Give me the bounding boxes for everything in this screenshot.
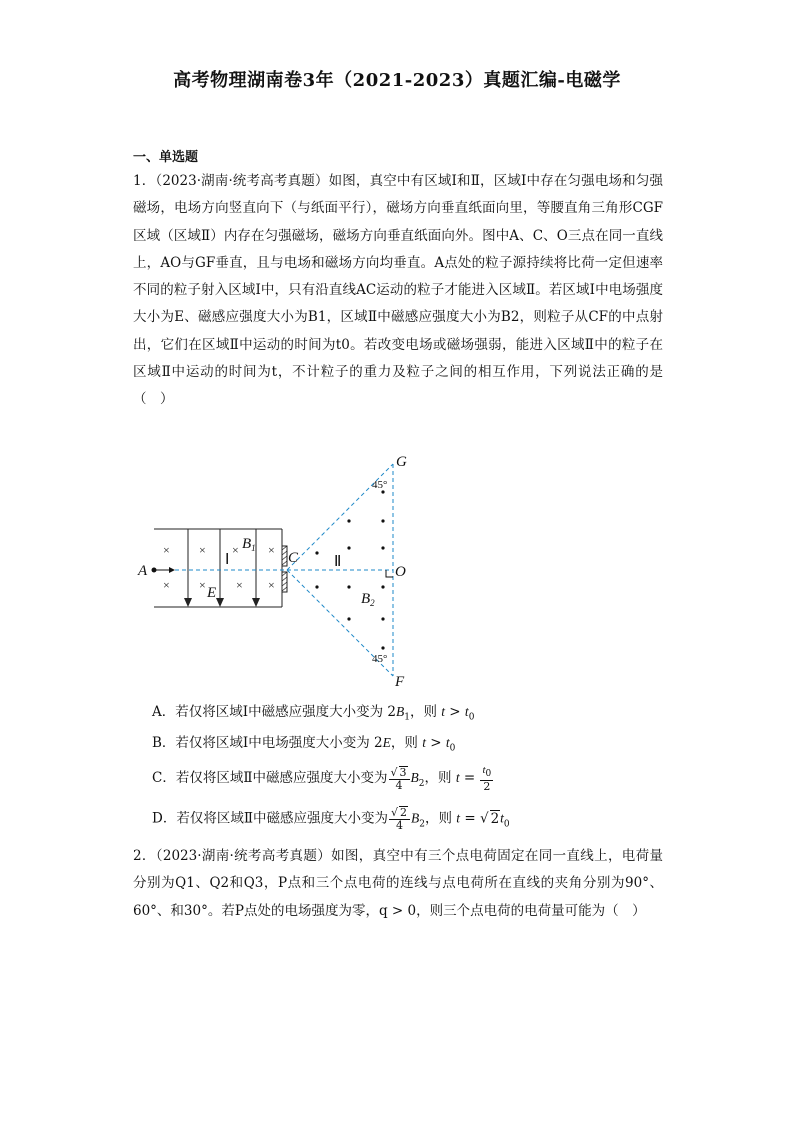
label-F: F <box>395 674 405 690</box>
label-region1: Ⅰ <box>225 552 230 568</box>
question-1-source: （2023·湖南·统考高考真题） <box>155 173 329 189</box>
question-2-text: 如图，真空中有三个点电荷固定在同一直线上，电荷量分别为Q1、Q2和Q3，P点和三个点电荷的连线与点电荷所在直线的夹角分别为90°、60°、和30°。若P点处的电场强度为零，q > 0，则三个点电荷的电荷量可能为（ ） <box>133 848 663 919</box>
label-G: G <box>396 454 407 470</box>
label-O: O <box>395 564 406 580</box>
question-2-number: 2． <box>133 848 156 864</box>
label-B1: $B_1$ <box>242 536 256 553</box>
electric-field-lines <box>188 529 282 607</box>
cross: × <box>199 578 206 592</box>
question-1 <box>133 168 663 414</box>
angle-label-bottom: 45° <box>372 653 388 665</box>
cross: × <box>232 543 239 557</box>
cross: × <box>163 578 170 592</box>
cross: × <box>163 543 170 557</box>
cross: × <box>236 578 243 592</box>
question-1-number: 1． <box>133 173 156 189</box>
label-region2: Ⅱ <box>334 554 342 570</box>
option-b[interactable]: B．若仅将区域Ⅰ中电场强度大小变为 2E，则 $t > t_0$ <box>152 735 456 754</box>
angle-label-top: 45° <box>372 479 388 491</box>
velocity-arrowhead <box>169 567 175 573</box>
label-C: C <box>288 550 299 566</box>
option-d[interactable]: D．若仅将区域Ⅱ中磁感应强度大小变为 $\frac{√ 2}{4}$ $B_2$，则 t = √ $2t_0$ <box>152 806 510 833</box>
option-a[interactable]: A．若仅将区域Ⅰ中磁感应强度大小变为 $2B_1$，则 $t > t_0$ <box>152 704 475 723</box>
cross: × <box>268 543 275 557</box>
option-c[interactable]: C．若仅将区域Ⅱ中磁感应强度大小变为 $\frac{√ 3}{4}$ $B_2$，则 t = $\frac{t_0}{2}$ <box>152 764 492 794</box>
question-2 <box>133 843 663 925</box>
electric-field-arrowheads <box>184 598 260 607</box>
label-A: A <box>138 563 148 579</box>
cross: × <box>268 578 275 592</box>
cross: × <box>199 543 206 557</box>
right-angle-mark <box>386 570 393 577</box>
section-heading: 一、单选题 <box>133 150 199 165</box>
question-1-text: 如图，真空中有区域Ⅰ和Ⅱ，区域Ⅰ中存在匀强电场和匀强磁场，电场方向竖直向下（与纸面平行），磁场方向垂直纸面向里，等腰直角三角形CGF区域（区域Ⅱ）内存在匀强磁场，磁场方向垂直纸面向外。图中A、C、O三点在同一直线上，AO与GF垂直，且与电场和磁场方向均垂直。A点处的粒子源持续将比荷一定但速率不同的粒子射入区域Ⅰ中，只有沿直线AC运动的粒子才能进入区域Ⅱ。若区域Ⅰ中电场强度大小为E、磁感应强度大小为B1，区域Ⅱ中磁感应强度大小为B2，则粒子从CF的中点射出，它们在区域Ⅱ中运动的时间为t0。若改变电场或磁场强弱，能进入区域Ⅱ中的粒子在区域Ⅱ中运动的时间为t，不计粒子的重力及粒子之间的相互作用，下列说法正确的是（ ） <box>133 173 663 408</box>
question-2-source: （2023·湖南·统考高考真题） <box>155 848 332 864</box>
label-E: E <box>207 585 217 601</box>
region1-crosses <box>163 543 275 592</box>
source-A-dot <box>152 568 157 573</box>
label-B2: $B_2$ <box>361 591 375 608</box>
page-title: 高考物理湖南卷3年（2021-2023）真题汇编-电磁学 <box>173 70 621 91</box>
question-1-figure <box>136 450 436 690</box>
